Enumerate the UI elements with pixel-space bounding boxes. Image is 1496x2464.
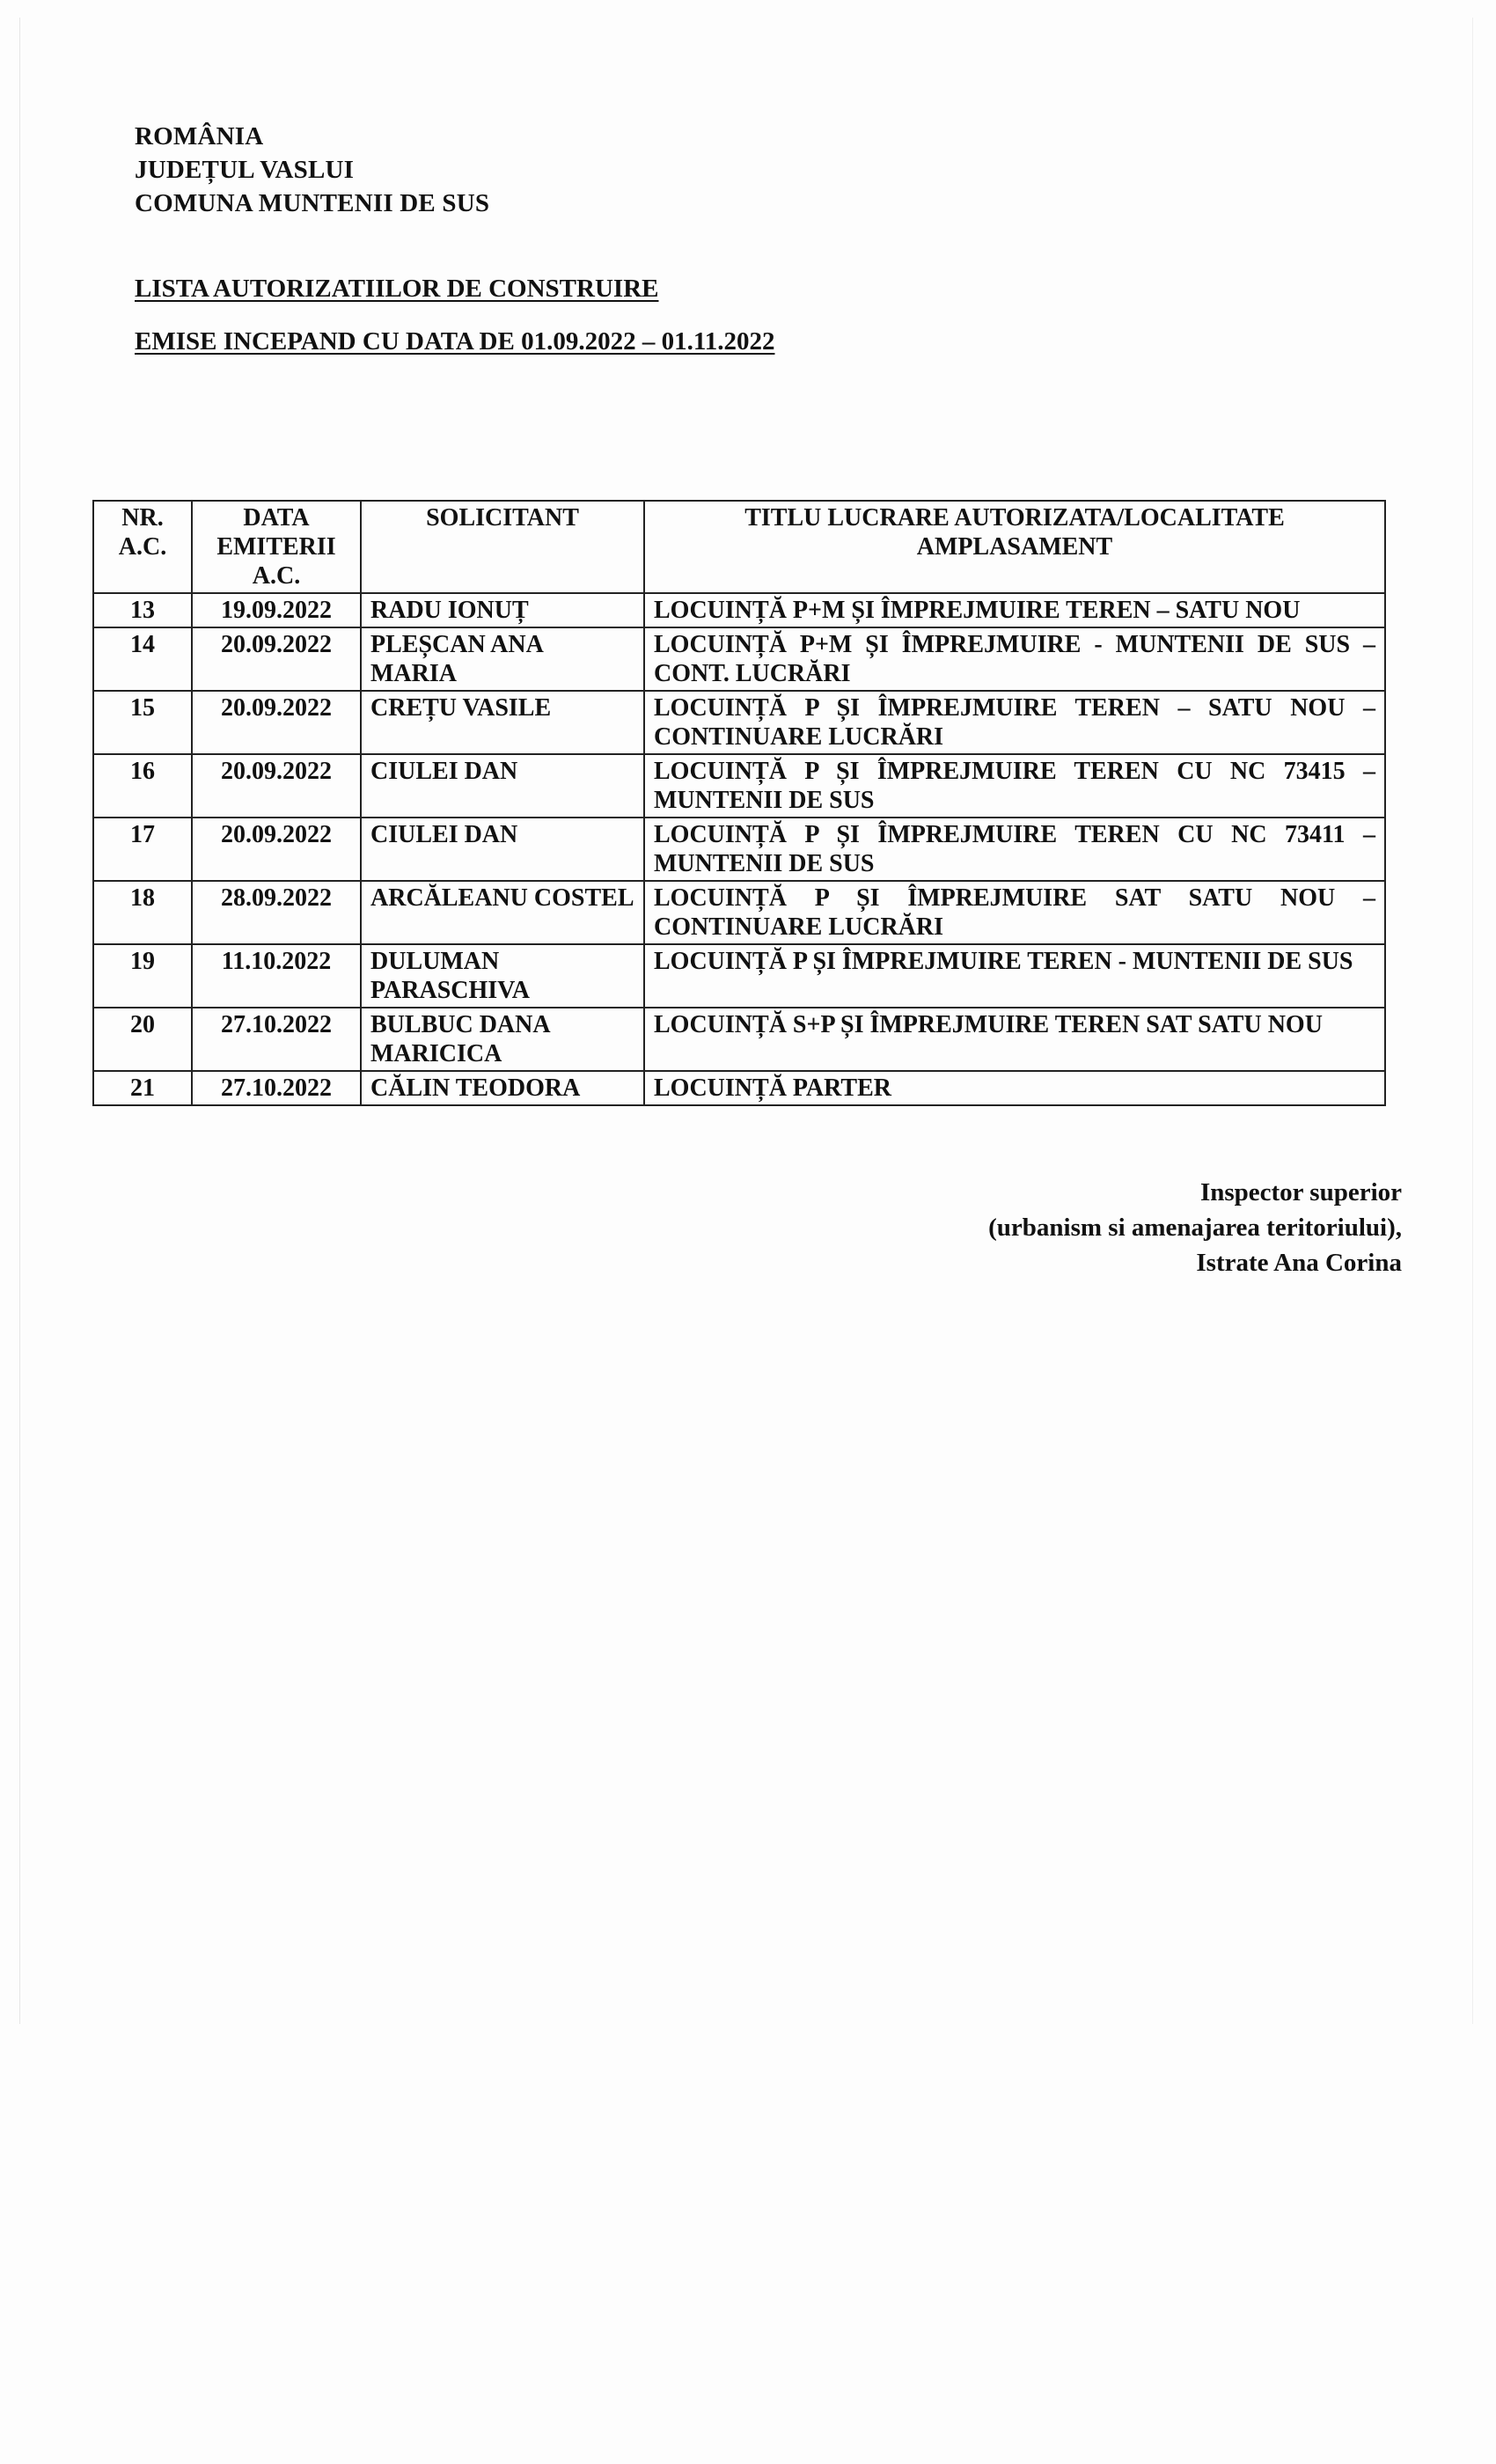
table-header-row [93, 501, 1385, 593]
cell-nr: 21 [93, 1071, 192, 1105]
cell-date: 11.10.2022 [192, 944, 361, 1008]
cell-nr: 17 [93, 818, 192, 881]
cell-applicant: ARCĂLEANU COSTEL [361, 881, 644, 944]
table-row [93, 593, 1385, 627]
cell-work: LOCUINȚĂ P ȘI ÎMPREJMUIRE TEREN CU NC 73411 – MUNTENII DE SUS [644, 818, 1385, 881]
cell-work: LOCUINȚĂ P+M ȘI ÎMPREJMUIRE - MUNTENII DE SUS – CONT. LUCRĂRI [644, 627, 1385, 691]
cell-date: 27.10.2022 [192, 1008, 361, 1071]
cell-work: LOCUINȚĂ P ȘI ÎMPREJMUIRE SAT SATU NOU – CONTINUARE LUCRĂRI [644, 881, 1385, 944]
table-row [93, 881, 1385, 944]
cell-applicant: BULBUC DANA MARICICA [361, 1008, 644, 1071]
cell-work: LOCUINȚĂ P ȘI ÎMPREJMUIRE TEREN - MUNTENII DE SUS [644, 944, 1385, 1008]
cell-applicant: CIULEI DAN [361, 754, 644, 818]
column-header-date: DATA EMITERII A.C. [192, 501, 361, 593]
cell-date: 19.09.2022 [192, 593, 361, 627]
cell-applicant: DULUMAN PARASCHIVA [361, 944, 644, 1008]
table-row [93, 627, 1385, 691]
table-row [93, 1071, 1385, 1105]
column-header-nr: NR. A.C. [93, 501, 192, 593]
cell-nr: 15 [93, 691, 192, 754]
cell-work: LOCUINȚĂ S+P ȘI ÎMPREJMUIRE TEREN SAT SATU NOU [644, 1008, 1385, 1071]
signature-name: Istrate Ana Corina [1196, 1249, 1402, 1277]
country-line: ROMÂNIA [135, 122, 264, 150]
table-row [93, 818, 1385, 881]
cell-date: 20.09.2022 [192, 818, 361, 881]
table-row [93, 944, 1385, 1008]
commune-line: COMUNA MUNTENII DE SUS [135, 189, 490, 217]
title-line-1: LISTA AUTORIZATIILOR DE CONSTRUIRE [135, 275, 659, 303]
cell-work: LOCUINȚĂ P ȘI ÎMPREJMUIRE TEREN CU NC 73415 – MUNTENII DE SUS [644, 754, 1385, 818]
table-row [93, 1008, 1385, 1071]
signature-department: (urbanism si amenajarea teritoriului), [988, 1214, 1402, 1242]
cell-nr: 16 [93, 754, 192, 818]
cell-nr: 19 [93, 944, 192, 1008]
cell-applicant: CIULEI DAN [361, 818, 644, 881]
cell-nr: 13 [93, 593, 192, 627]
cell-nr: 18 [93, 881, 192, 944]
cell-applicant: CREȚU VASILE [361, 691, 644, 754]
county-line: JUDEȚUL VASLUI [135, 156, 355, 184]
cell-work: LOCUINȚĂ P ȘI ÎMPREJMUIRE TEREN – SATU NOU – CONTINUARE LUCRĂRI [644, 691, 1385, 754]
signature-block [988, 1175, 1402, 1280]
title-line-2: EMISE INCEPAND CU DATA DE 01.09.2022 – 01.11.2022 [135, 327, 775, 356]
cell-nr: 20 [93, 1008, 192, 1071]
cell-date: 20.09.2022 [192, 754, 361, 818]
document-header [135, 120, 489, 220]
cell-nr: 14 [93, 627, 192, 691]
permits-table [92, 500, 1386, 1106]
table-row [93, 754, 1385, 818]
cell-date: 20.09.2022 [192, 691, 361, 754]
column-header-work: TITLU LUCRARE AUTORIZATA/LOCALITATE AMPLASAMENT [644, 501, 1385, 593]
signature-role: Inspector superior [1199, 1178, 1402, 1206]
column-header-applicant: SOLICITANT [361, 501, 644, 593]
document-title [135, 273, 774, 357]
table-body [93, 593, 1385, 1105]
cell-applicant: PLEȘCAN ANA MARIA [361, 627, 644, 691]
cell-applicant: CĂLIN TEODORA [361, 1071, 644, 1105]
cell-date: 27.10.2022 [192, 1071, 361, 1105]
cell-date: 20.09.2022 [192, 627, 361, 691]
cell-applicant: RADU IONUȚ [361, 593, 644, 627]
cell-date: 28.09.2022 [192, 881, 361, 944]
table-row [93, 691, 1385, 754]
cell-work: LOCUINȚĂ P+M ȘI ÎMPREJMUIRE TEREN – SATU NOU [644, 593, 1385, 627]
cell-work: LOCUINȚĂ PARTER [644, 1071, 1385, 1105]
